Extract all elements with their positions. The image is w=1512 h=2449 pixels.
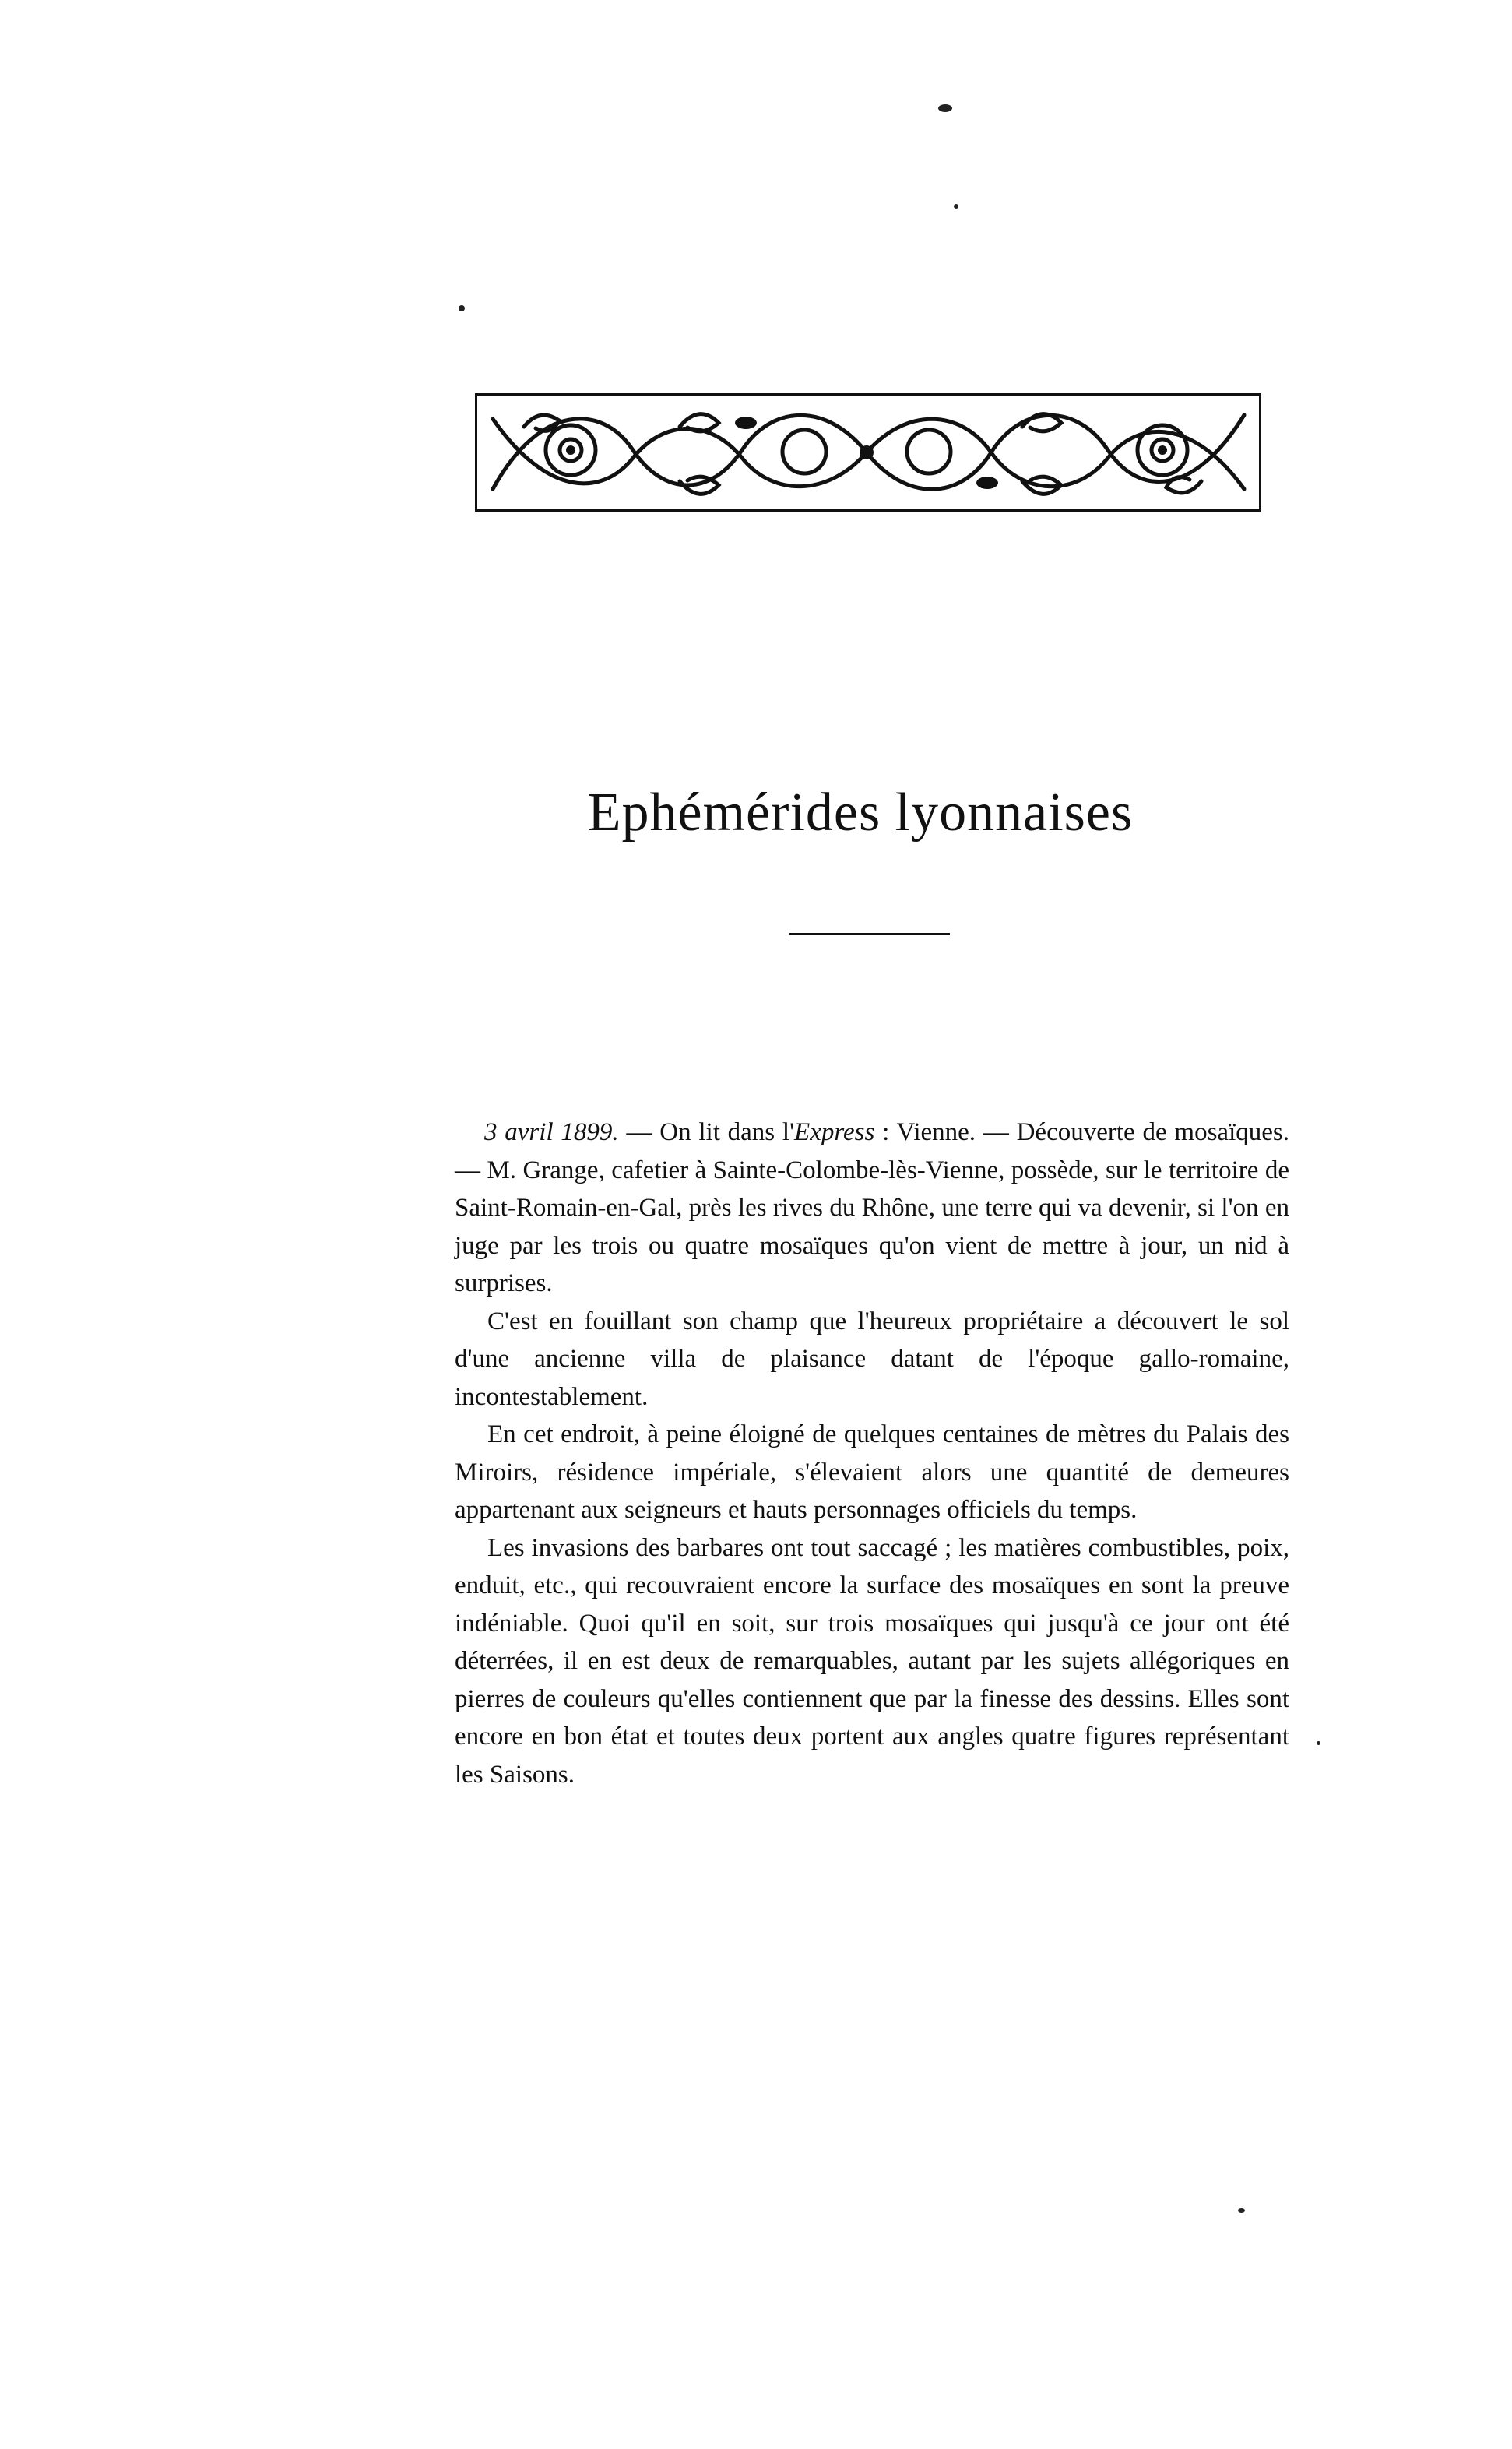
article-body: [455, 1114, 1289, 1793]
printing-speck: [1317, 1741, 1320, 1745]
source-name: Express: [794, 1118, 875, 1146]
paragraph: En cet endroit, à peine éloigné de quelques centaines de mètres du Palais des Miroirs, résidence impériale, s'élevaient alors une quantité de demeures appartenant aux seigneurs et hauts personnages officiels du temps.: [455, 1420, 1289, 1524]
title-rule: [789, 933, 950, 935]
paragraph: C'est en fouillant son champ que l'heureux propriétaire a découvert le sol d'une ancienne villa de plaisance datant de l'époque gallo-romaine, incontestablement.: [455, 1307, 1289, 1411]
printing-speck: [459, 305, 465, 311]
lead-paragraph: [455, 1114, 1289, 1303]
entry-date: 3 avril 1899.: [484, 1118, 619, 1146]
page-title: Ephémérides lyonnaises: [587, 783, 1134, 843]
floral-scroll-ornament-icon: [475, 393, 1261, 512]
printing-speck: [954, 204, 958, 209]
paragraph: Les invasions des barbares ont tout saccagé ; les matières combustibles, poix, enduit, etc., qui recouvraient encore la surface des mosaïques en sont la preuve indéniable. Quoi qu'il en soit, sur trois mosaïques qui jusqu'à ce jour ont été déterrées, il en est deux de remarquables, autant par les sujets allégoriques en pierres de couleurs qu'elles contiennent que par la finesse des dessins. Elles sont encore en bon état et toutes deux portent aux angles quatre figures représentant les Saisons.: [455, 1533, 1289, 1789]
printing-speck: [1238, 2208, 1245, 2213]
lead-before: — On lit dans l': [618, 1118, 795, 1146]
printing-speck: [938, 104, 952, 112]
lead-after: : Vienne. — Découverte de mosaïques. — M. Grange, cafetier à Sainte-Colombe-lès-Vienne, possède, sur le territoire de Saint-Romain-en-Gal, près les rives du Rhône, une terre qui va devenir, si l'on en juge par les trois ou quatre mosaïques qu'on vient de mettre à jour, un nid à surprises.: [455, 1118, 1289, 1297]
